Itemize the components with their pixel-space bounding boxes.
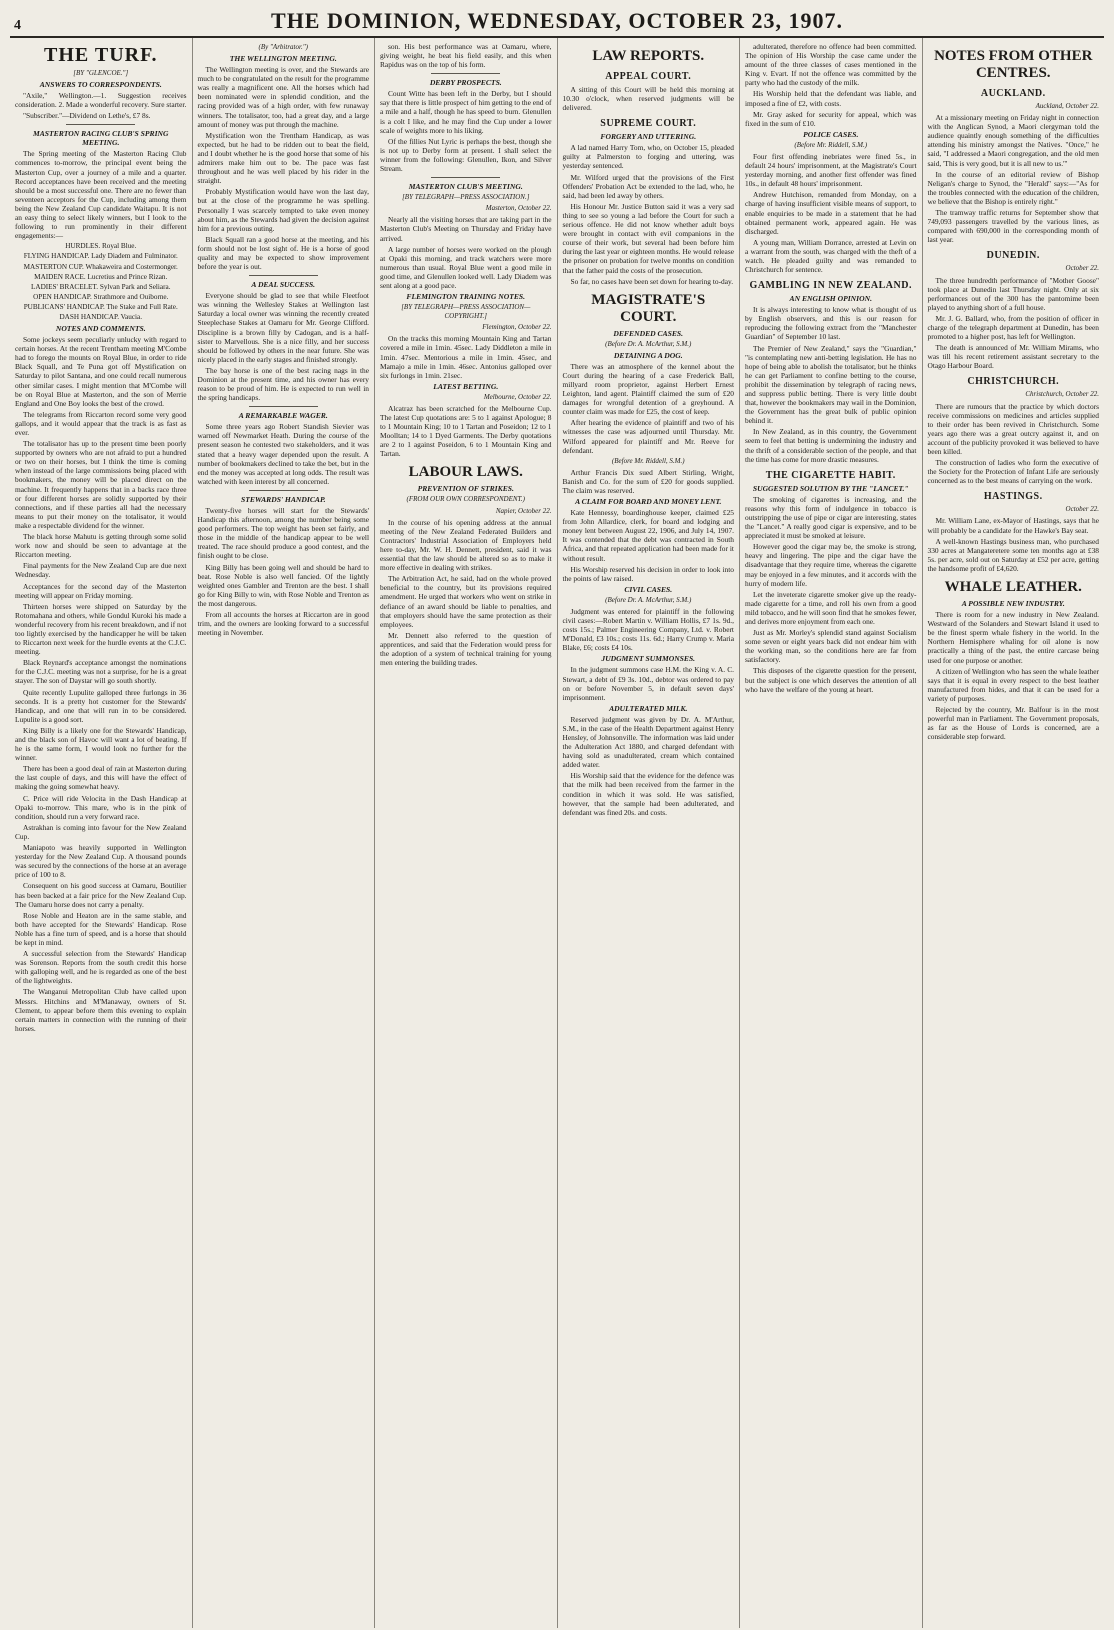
subsection-heading: SUPREME COURT. [600, 118, 697, 130]
subheading: MASTERTON CLUB'S MEETING. [408, 182, 523, 192]
subheading: ANSWERS TO CORRESPONDENTS. [39, 80, 162, 90]
paragraph: Kate Hennessy, boardinghouse keeper, claimed £25 from John Allardice, clerk, for board and lodging and money lent between August 22, 1906, and July 14, 1907. It was contended that the debt was contracted in South Africa, and that repeated application had been made for it without result. [562, 508, 734, 563]
subsection-heading: CHRISTCHURCH. [967, 376, 1060, 388]
paragraph: The three hundredth performance of "Mother Goose" took place at Dunedin last Thursday night. Only at six performances out of the 300 has the pantomime been played to anything short of a full house. [927, 275, 1099, 312]
paragraph: A lad named Harry Tom, who, on October 15, pleaded guilty at Palmerston to forging and uttering, was yesterday sentenced. [562, 143, 734, 171]
dateline: Napier, October 22. [495, 506, 552, 515]
page-number: 4 [14, 18, 21, 33]
tip-line: HURDLES. Royal Blue. [65, 242, 137, 251]
subheading: STEWARDS' HANDICAP. [240, 494, 326, 504]
paragraph: The Arbitration Act, he said, had on the whole proved beneficial to the country, but its provisions required amendment. He urged that workers who went on strike in defiance of an award should be liable to penalties, and that employers should have the same protection as their employees. [380, 574, 552, 629]
subheading: ADULTERATED MILK. [609, 703, 688, 713]
paragraph: Twenty-five horses will start for the Stewards' Handicap this afternoon, among the number being some good performers. The top weight has been set fairly, and those in the middle of the handicap appear to be well treated. The race should produce a good contest, and the finish ought to be close. [197, 505, 369, 561]
subsection-heading: HASTINGS. [983, 491, 1043, 503]
divider [431, 177, 500, 178]
section-heading-cigarette-habit: THE CIGARETTE HABIT. [765, 469, 896, 481]
paragraph: Andrew Hutchison, remanded from Monday, on a charge of having insufficient visible means of support, to enable enquiries to be made in a statement that he had obtained permanent work, appeared again. He was discharged. [745, 190, 917, 236]
subheading: DEFENDED CASES. [613, 328, 684, 338]
paragraph: His Worship held that the defendant was liable, and imposed a fine of £2, with costs. [745, 89, 917, 108]
paragraph: Black Reynard's acceptance amongst the nominations for the C.J.C. meeting was not a surprise, for he is a great stayer. The son of Daystar will go south shortly. [15, 658, 187, 686]
paragraph: Alcatraz has been scratched for the Melbourne Cup. The latest Cup quotations are: 5 to 1 against Apologue; 8 to 1 Mountain King; 10 to 1 Tartan and Poseidon; 12 to 1 Moolltan; 14 to 1 Dyed Garments. The Derby quotations are 2 to 1 against Poseidon, 6 to 1 Mountain King and Tartan. [380, 403, 552, 459]
dateline: Melbourne, October 22. [483, 392, 552, 401]
paragraph: A sitting of this Court will be held this morning at 10.30 o'clock, when reserved judgments will be delivered. [562, 85, 734, 113]
divider [249, 406, 318, 407]
paragraph: King Billy is a likely one for the Stewards' Handicap, and the black son of Havoc will want a lot of beating. If he is the same form, I would look no further for the winner. [15, 725, 187, 763]
paragraph: There was an atmosphere of the kennel about the Court during the hearing of a case Frederick Ball, millyard room proprietor, against Herbert Ernest Leighton, land agent. Plaintiff claimed the sum of £20 damages for wrongful detention of a greyhound. A counter claim was made for £25, the cost of keep. [562, 361, 734, 417]
subheading: JUDGMENT SUMMONSES. [601, 654, 696, 664]
paragraph: There is room for a new industry in New Zealand. Westward of the Solanders and Stewart Island it used to be the finest sperm whale fishery in the world. In the Northern Hemisphere whaling for oil alone is now practically a thing of the past, the entire carcase being used for one purpose or another. [927, 610, 1099, 665]
subheading: DETAINING A DOG. [613, 350, 683, 360]
paragraph: The Wanganui Metropolitan Club have called upon Messrs. Hitchins and M'Manaway, owners of St. Clement, to appear before them this evening to explain certain matters in connection with the running of their horses. [15, 987, 187, 1033]
subheading: MASTERTON RACING CLUB'S SPRING MEETING. [32, 129, 169, 148]
paragraph: A young man, William Dorrance, arrested at Levin on a warrant from the south, was charged with the theft of a watch. He pleaded guilty and was remanded to Christchurch for sentence. [745, 237, 917, 275]
byline: [BY TELEGRAPH—PRESS ASSOCIATION—COPYRIGHT.] [401, 303, 531, 321]
subheading: A POSSIBLE NEW INDUSTRY. [961, 599, 1065, 609]
paragraph: In the judgment summons case H.M. the King v. A. C. Stewart, a debt of £9 3s. 10d., debtor was ordered to pay on or before November 5, in default seven days' imprisonment. [562, 665, 734, 702]
paragraph: Everyone should be glad to see that while Fleetfoot was winning the Wellesley Stakes at Wellington last Saturday a local owner was winning the recently created Steeplechase Stakes at Oamaru for Mr. George Clifford. Discipline is a brown filly by Cadogan, and is a half-sister to Marvellous. She is a nice filly, and her success should be followed by others in the near future. She was nicely placed in the early stages and finished strongly. [197, 291, 369, 364]
paragraph: There are rumours that the practice by which doctors receive commissions on medicines and articles supplied to their order has been revived in Christchurch. Some years ago there was a great outcry against it, and on account of the publicity provoked it was believed to have been killed. [927, 401, 1099, 456]
tip-line: MAIDEN RACE. Lucretius and Prince Rizan. [34, 272, 168, 281]
paragraph: The smoking of cigarettes is increasing, and the reasons why this form of indulgence in tobacco is outstripping the use of pipe or cigar are interesting, states the "Lancet." A really good cigar is expensive, and to be appreciated it must be smoked at leisure. [745, 494, 917, 541]
paragraph: "Axile," Wellington.—1. Suggestion receives consideration. 2. Made a wonderful recovery. Sure starter. [15, 91, 187, 110]
paragraph: The Premier of New Zealand," says the "Guardian," "is contemplating new anti-betting legislation. He has no hope of being able to abolish the totalisator, but he thinks he can get Parliament to confine betting to the course, prohibit the dissemination by telegraph of racing news, and suppress public betting. There is very little doubt that, however the bookmakers may wail in the Dominion, the Government has the great bulk of public opinion behind it. [745, 343, 917, 426]
masthead [10, 4, 1104, 38]
paragraph: Some jockeys seem peculiarly unlucky with regard to certain horses. At the recent Trentham meeting M'Combe had to forego the mounts on Royal Blue, in order to ride Black Squall, and Te Puna got off Mystification on Saturday to pilot Santana, and one could recall numerous other similar cases. I might mention that M'Combe will be on Royal Blue at Masterton, and the son of Merrie England and One Boy looks the best of the crowd. [15, 335, 187, 408]
subheading: SUGGESTED SOLUTION BY THE "LANCET." [752, 483, 909, 493]
paragraph: It is always interesting to know what is thought of us by English observers, and this is our reason for reproducing the following extract from the "Manchester Guardian" of September 10 last. [745, 305, 917, 342]
paragraph: Just as Mr. Morley's splendid stand against Socialism some seven or eight years back did not endear him with the working man, so the conditions here are far from satisfactory. [745, 628, 917, 665]
subheading: AN ENGLISH OPINION. [789, 294, 872, 304]
subheading: A REMARKABLE WAGER. [238, 411, 328, 421]
paragraph: Maniapoto was heavily supported in Wellington yesterday for the New Zealand Cup. A thousand pounds was secured by the connections of the horse at an average price of 100 to 8. [15, 843, 187, 880]
paragraph: The black horse Mahutu is getting through some solid work now and should be seen to advantage at the Riccarton meeting. [15, 532, 187, 560]
paragraph: A successful selection from the Stewards' Handicap was Sorenson. Reports from the south credit this horse with galloping well, and he is regarded as one of the best of the lightweights. [15, 949, 187, 986]
byline: (By "Arbitrator.") [258, 43, 308, 51]
paragraph: Astrakhan is coming into favour for the New Zealand Cup. [15, 822, 187, 841]
subheading: DERBY PROSPECTS. [429, 78, 502, 88]
subheading: POLICE CASES. [803, 129, 859, 139]
paragraph: Mr. J. G. Ballard, who, from the position of officer in charge of the telegraph department at Dunedin, has been promoted to a higher post, has left for Wellington. [927, 313, 1099, 342]
subheading: FORGERY AND UTTERING. [600, 132, 697, 142]
dateline: Masterton, October 22. [485, 204, 552, 213]
paragraph: Four first offending inebriates were fined 5s., in default 24 hours' imprisonment, at the Magistrate's Court yesterday morning, and another first offender was fined 10s., in default 48 hours' imprisonment. [745, 151, 917, 189]
paragraph: Let the inveterate cigarette smoker give up the ready-made cigarette for a time, and roll his own from a good mild tobacco, and he will soon find that he smokes fewer, and derives more enjoyment from each one. [745, 589, 917, 626]
paragraph: The Wellington meeting is over, and the Stewards are much to be congratulated on the result for the programme was really a magnificent one. All the horses which had been nominated were in splendid condition, and the racing provided was of a high order, with few runaway winners. The totalisator, too, had a great day, and a large amount of money was put through the machine. [197, 65, 369, 129]
byline: (Before Dr. A. McArthur, S.M.) [605, 339, 692, 348]
subheading: FLEMINGTON TRAINING NOTES. [406, 292, 526, 302]
dateline: Christchurch, October 22. [1025, 390, 1099, 399]
byline: [BY "GLENCOE."] [73, 69, 129, 77]
paragraph: Count Witte has been left in the Derby, but I should say that there is little prospect of him getting to the end of a mile and a half, though he has speed to burn. Glenullen is a colt I like, and he may find the Cup under a lower scale of weights more to his liking. [380, 89, 552, 135]
divider [249, 275, 318, 276]
section-heading-magistrates-court: MAGISTRATE'S COURT. [591, 291, 706, 325]
paragraph: Mr. Dennett also referred to the question of apprentices, and said that the Federation would press for the adoption of a system of technical training for young men entering the building trades. [380, 630, 552, 668]
paragraph: There has been a good deal of rain at Masterton during the last couple of days, and this will have the effect of making the going somewhat heavy. [15, 764, 187, 792]
paragraph: His Worship reserved his decision in order to look into the points of law raised. [562, 564, 734, 583]
column-2 [193, 38, 376, 1628]
section-heading-law-reports: LAW REPORTS. [592, 48, 705, 64]
paragraph: On the tracks this morning Mountain King and Tartan covered a mile in 1min. 45sec. Lady Diddleton a mile in 1min. 47sec. Mentorious a mile in 1min. 45sec, and Mamajo a mile in 1min. 46sec. Antonius galloped over six furlongs in 1min. 21sec. [380, 334, 552, 380]
paragraph: After hearing the evidence of plaintiff and two of his witnesses the case was adjourned until Thursday. Mr. Wilford appeared for plaintiff and Mr. Reeve for defendant. [562, 418, 734, 455]
paragraph: Acceptances for the second day of the Masterton meeting will appear on Friday morning. [15, 581, 187, 600]
paragraph: Rose Noble and Heaton are in the same stable, and both have accepted for the Stewards' Handicap. Rose Noble has a fine turn of speed, and is a horse that should be kept in mind. [15, 910, 187, 947]
paragraph: Black Squall ran a good horse at the meeting, and his form should not be lost sight of. He is a horse of good quality and may be expected to show improvement before the year is out. [197, 234, 369, 272]
paragraph: This disposes of the cigarette question for the present, but the subject is one which deserves the attention of all who have the welfare of the young at heart. [745, 666, 917, 694]
divider [66, 124, 135, 125]
paragraph: A well-known Hastings business man, who purchased 330 acres at Mangateretere some ten months ago at £38 5s. per acre, sold out on Saturday at £52 per acre, getting the handsome profit of £4,620. [927, 536, 1099, 573]
paragraph: Thirteen horses were shipped on Saturday by the Rotomahana and others, while Gondul Kuroki his made a wonderful recovery from his recent breakdown, and if not too lightly exercised by the handicapper he will be taken to Riccarton next week for the hurdle events at the C.J.C. meeting. [15, 601, 187, 657]
column-3 [375, 38, 558, 1628]
byline: (Before Mr. Riddell, S.M.) [794, 140, 868, 149]
subheading: PREVENTION OF STRIKES. [417, 484, 514, 494]
subsection-heading: AUCKLAND. [980, 88, 1046, 99]
columns [10, 38, 1104, 1628]
byline: (FROM OUR OWN CORRESPONDENT.) [406, 495, 525, 504]
byline: [BY TELEGRAPH—PRESS ASSOCIATION.] [402, 193, 530, 202]
dateline: October 22. [1065, 264, 1099, 273]
paragraph: King Billy has been going well and should be hard to beat. Rose Noble is also well fancied. Of the lightly weighted ones Gambler and Trenton are the best. I shall go for King Billy to win, with Rose Noble and Trenton as the most dangerous. [197, 562, 369, 608]
paragraph: Quite recently Lupulite galloped three furlongs in 36 seconds. It is a pretty hot customer for the Stewards' Handicap, and one that will run in to be considered. Lupulite is a good sort. [15, 687, 187, 724]
column-6 [923, 38, 1105, 1628]
paragraph: Probably Mystification would have won the last day, but at the close of the programme he was spelling. Personally I was scarcely tempted to take even money about him, as the Stewards had given the decision against him for a previous outing. [197, 187, 369, 233]
tip-line: LADIES' BRACELET. Sylvan Park and Seliara. [31, 282, 171, 291]
paragraph: Nearly all the visiting horses that are taking part in the Masterton Club's Meeting on Thursday and Friday have arrived. [380, 215, 552, 243]
paragraph: Consequent on his good success at Oamaru, Boutilier has been backed at a fair price for the New Zealand Cup. The Oamaru horse does not carry a penalty. [15, 881, 187, 909]
paragraph: In the course of an editorial review of Bishop Neligan's charge to Synod, the "Herald" says:—"As for the troubles connected with the education of the children, we believe that the Bishop is entirely right." [927, 169, 1099, 206]
byline: (Before Dr. A. McArthur, S.M.) [605, 595, 692, 604]
section-heading-other-centres: NOTES FROM OTHER CENTRES. [934, 48, 1093, 81]
section-heading-turf: THE TURF. [44, 44, 158, 66]
paragraph: So far, no cases have been set down for hearing to-day. [570, 276, 734, 286]
paragraph: Mr. Gray asked for security for appeal, which was fixed in the sum of £10. [745, 109, 917, 128]
paragraph: A citizen of Wellington who has seen the whale leather says that it is equal in every respect to the best leather manufactured from hides, and that it can be used for a variety of purposes. [927, 666, 1099, 703]
subsection-heading: APPEAL COURT. [605, 71, 692, 82]
section-heading-whale-leather: WHALE LEATHER. [944, 579, 1082, 596]
paragraph: Of the fillies Nut Lyric is perhaps the best, though she is not up to Derby form at present. I shall select the winner from the following: Glenullen, Ikon, and Silver Stream. [380, 136, 552, 174]
subheading: NOTES AND COMMENTS. [55, 324, 146, 334]
subheading: LATEST BETTING. [433, 381, 499, 391]
paragraph: Final payments for the New Zealand Cup are due next Wednesday. [15, 561, 187, 580]
paragraph: C. Price will ride Velocita in the Dash Handicap at Opaki to-morrow. This mare, who is in the pink of condition, should run a very forward race. [15, 793, 187, 821]
section-heading-labour-laws: LABOUR LAWS. [408, 464, 523, 481]
paragraph: The construction of ladies who form the executive of the Society for the Protection of Infant Life are seriously concerned as to the best means of carrying on the work. [927, 458, 1099, 486]
paragraph: son. His best performance was at Oamaru, where, giving weight, he beat his field easily, and this when Rapidus was on the top of his form. [380, 42, 552, 70]
dateline: October 22. [1065, 505, 1099, 514]
subheading: A DEAL SUCCESS. [251, 280, 316, 290]
section-heading-gambling: GAMBLING IN NEW ZEALAND. [749, 280, 912, 292]
paragraph: "Subscriber."—Dividend on Lethe's, £7 8s. [23, 111, 151, 121]
paragraph: Mr. Wilford urged that the provisions of the First Offenders' Probation Act be extended to the lad, who, he said, had been led away by others. [562, 172, 734, 200]
paragraph: In the course of his opening address at the annual meeting of the New Zealand Federated Builders and Contractors' Industrial Association of Employers held here to-day, Mr. W. H. Dennett, president, said it was essential that the law should be altered so as to make it more effective in dealing with strikes. [380, 517, 552, 573]
dateline: Flemington, October 22. [482, 323, 552, 332]
subsection-heading: DUNEDIN. [986, 250, 1040, 262]
paragraph: The telegrams from Riccarton record some very good gallops, and it would appear that the track is as fast as ever. [15, 409, 187, 437]
paragraph: Rejected by the country, Mr. Balfour is in the most powerful man in Parliament. The Government proposals, as far as the House of Lords is concerned, are a considerable step forward. [927, 704, 1099, 742]
paragraph: At a missionary meeting on Friday night in connection with the Anglican Synod, a Maori clergyman told the audience quaintly enough something of the difficulties attending his ministry amongst the Natives. "Once," he said, "I addressed a Maori congregation, and the old men said, 'This is very good, but it is all new to us.'" [927, 113, 1099, 168]
paragraph: In New Zealand, as in this country, the Government seem to feel that betting is undermining the industry and the thrift of a considerable section of the people, and that the time has come for more drastic measures. [745, 427, 917, 464]
tip-line: PUBLICANS' HANDICAP. The Stake and Full Rate. [23, 302, 178, 311]
tip-line: FLYING HANDICAP. Lady Diadem and Fulminator. [23, 252, 178, 261]
newspaper-title: THE DOMINION, WEDNESDAY, OCTOBER 23, 1907. [271, 8, 843, 33]
paragraph: From all accounts the horses at Riccarton are in good trim, and the owners are looking forward to a successful meeting in November. [197, 609, 369, 638]
tip-line: MASTERTON CUP. Whakaweira and Costermonger. [23, 262, 178, 271]
subheading: CIVIL CASES. [624, 584, 673, 594]
paragraph: adulterated, therefore no offence had been committed. The opinion of His Worship the case came under the amount of the three classes of cases mentioned in the King v. Evart. If not the offence was committed by the party who had the custody of the milk. [745, 42, 917, 88]
paragraph: The bay horse is one of the best racing nags in the Dominion at the present time, and his owner has every reason to be proud of him. He is expected to run well in the spring handicaps. [197, 365, 369, 403]
divider [249, 490, 318, 491]
paragraph: The death is announced of Mr. William Mirams, who was till his recent retirement assistant secretary to the Otago Harbour Board. [927, 343, 1099, 371]
subheading: A CLAIM FOR BOARD AND MONEY LENT. [575, 497, 722, 507]
paragraph: The tramway traffic returns for September show that 749,093 passengers travelled by the various lines, as compared with 690,000 in the corresponding month of last year. [927, 208, 1099, 245]
paragraph: Judgment was entered for plaintiff in the following civil cases:—Robert Martin v. William Hollis, £7 1s. 9d., costs 15s.; Palmer Engineering Company, Ltd. v. Robert M'Donald, £3 10s.; costs 11s. 6d.; Harry Crump v. Maria Blake, £6; costs £4 10s. [562, 606, 734, 653]
paragraph: A large number of horses were worked on the plough at Opaki this morning, and track watchers were more numerous than usual. Royal Blue went a good mile in good time, and Glenullen looked well. Lady Diadem was sent along at a good pace. [380, 244, 552, 290]
paragraph: Mr. William Lane, ex-Mayor of Hastings, says that he will probably be a candidate for the Hawke's Bay seat. [927, 516, 1099, 535]
paragraph: Reserved judgment was given by Dr. A. M'Arthur, S.M., in the case of the Health Department against Henry Hensley, of Johnsonville. The information was laid under the Adulteration Act 1880, and charged defendant with having sold as unadulterated, cream which contained added water. [562, 714, 734, 770]
paragraph: His Worship said that the evidence for the defence was that the milk had been received from the farmer in the condition in which it was sold. He was satisfied, however, that the sample had been adulterated, and defendant was fined 20s. and costs. [562, 771, 734, 817]
paragraph: His Honour Mr. Justice Button said it was a very sad thing to see so young a lad before the Court for such a serious offence. He did not know whether adult boys were brought in contact with evil companions in the course of their work, but several had been before him during the last year or eighteen months. He would release the prisoner on probation for twelve months on condition that the father paid the costs of the prosecution. [562, 201, 734, 275]
byline: (Before Mr. Riddell, S.M.) [611, 456, 685, 465]
paragraph: The Spring meeting of the Masterton Racing Club commences to-morrow, the principal event being the Masterton Cup, over a journey of a mile and a quarter. Record acceptances have been received and the meeting should be a most successful one. There are no fewer than seventeen acceptors for the Cup, including among them being the New Zealand Cup candidate Waitapu. It is not an easy thing to select likely winners, but I look to the following to run prominently in their different engagements:— [15, 149, 187, 241]
column-1 [10, 38, 193, 1628]
paragraph: Mystification won the Trentham Handicap, as was expected, but he had to be ridden out to beat the field, and I doubt whether he is the good horse that some of his admirers make him out to be. The pace was fast throughout and he was well placed by his rider in the straight. [197, 130, 369, 186]
column-5 [740, 38, 923, 1628]
column-4 [558, 38, 741, 1628]
paragraph: The totalisator has up to the present time been poorly supported by owners who are not afraid to put a hundred or two on their horses, but I think the time is coming when instead of the large commissions being placed with bookmakers, the money will be placed direct on the machine. It frequently happens that in a backs race three or four different horses are solidly supported by their connections, and if these parties all had the necessary means to put their money on the totalisator, it would make a respectable dividend for the winner. [15, 439, 187, 530]
divider [431, 73, 500, 74]
paragraph: Arthur Francis Dix sued Albert Stirling, Wright, Banish and Co. for the sum of £20 for goods supplied. The claim was reserved. [562, 467, 734, 495]
dateline: Auckland, October 22. [1035, 102, 1099, 110]
paragraph: Some three years ago Robert Standish Sievier was warned off Newmarket Heath. During the course of the present season he contested two stakeholders, and it was stated that a heavy wager depended upon the result. A number of bookmakers declined to take the bet, but in the end the money was accepted at long odds. The result was watched with keen interest by all concerned. [197, 422, 369, 486]
subheading: THE WELLINGTON MEETING. [229, 54, 337, 64]
paragraph: However good the cigar may be, the smoke is strong, heavy and lingering. The pipe and the cigar have the disadvantage that they require time, whereas the cigarette may be enjoyed in a few minutes, and it accords with the hurry of modern life. [745, 542, 917, 588]
tip-line: DASH HANDICAP. Vaucia. [59, 312, 143, 321]
tip-line: OPEN HANDICAP. Strathmore and Ouiborne. [33, 292, 169, 301]
